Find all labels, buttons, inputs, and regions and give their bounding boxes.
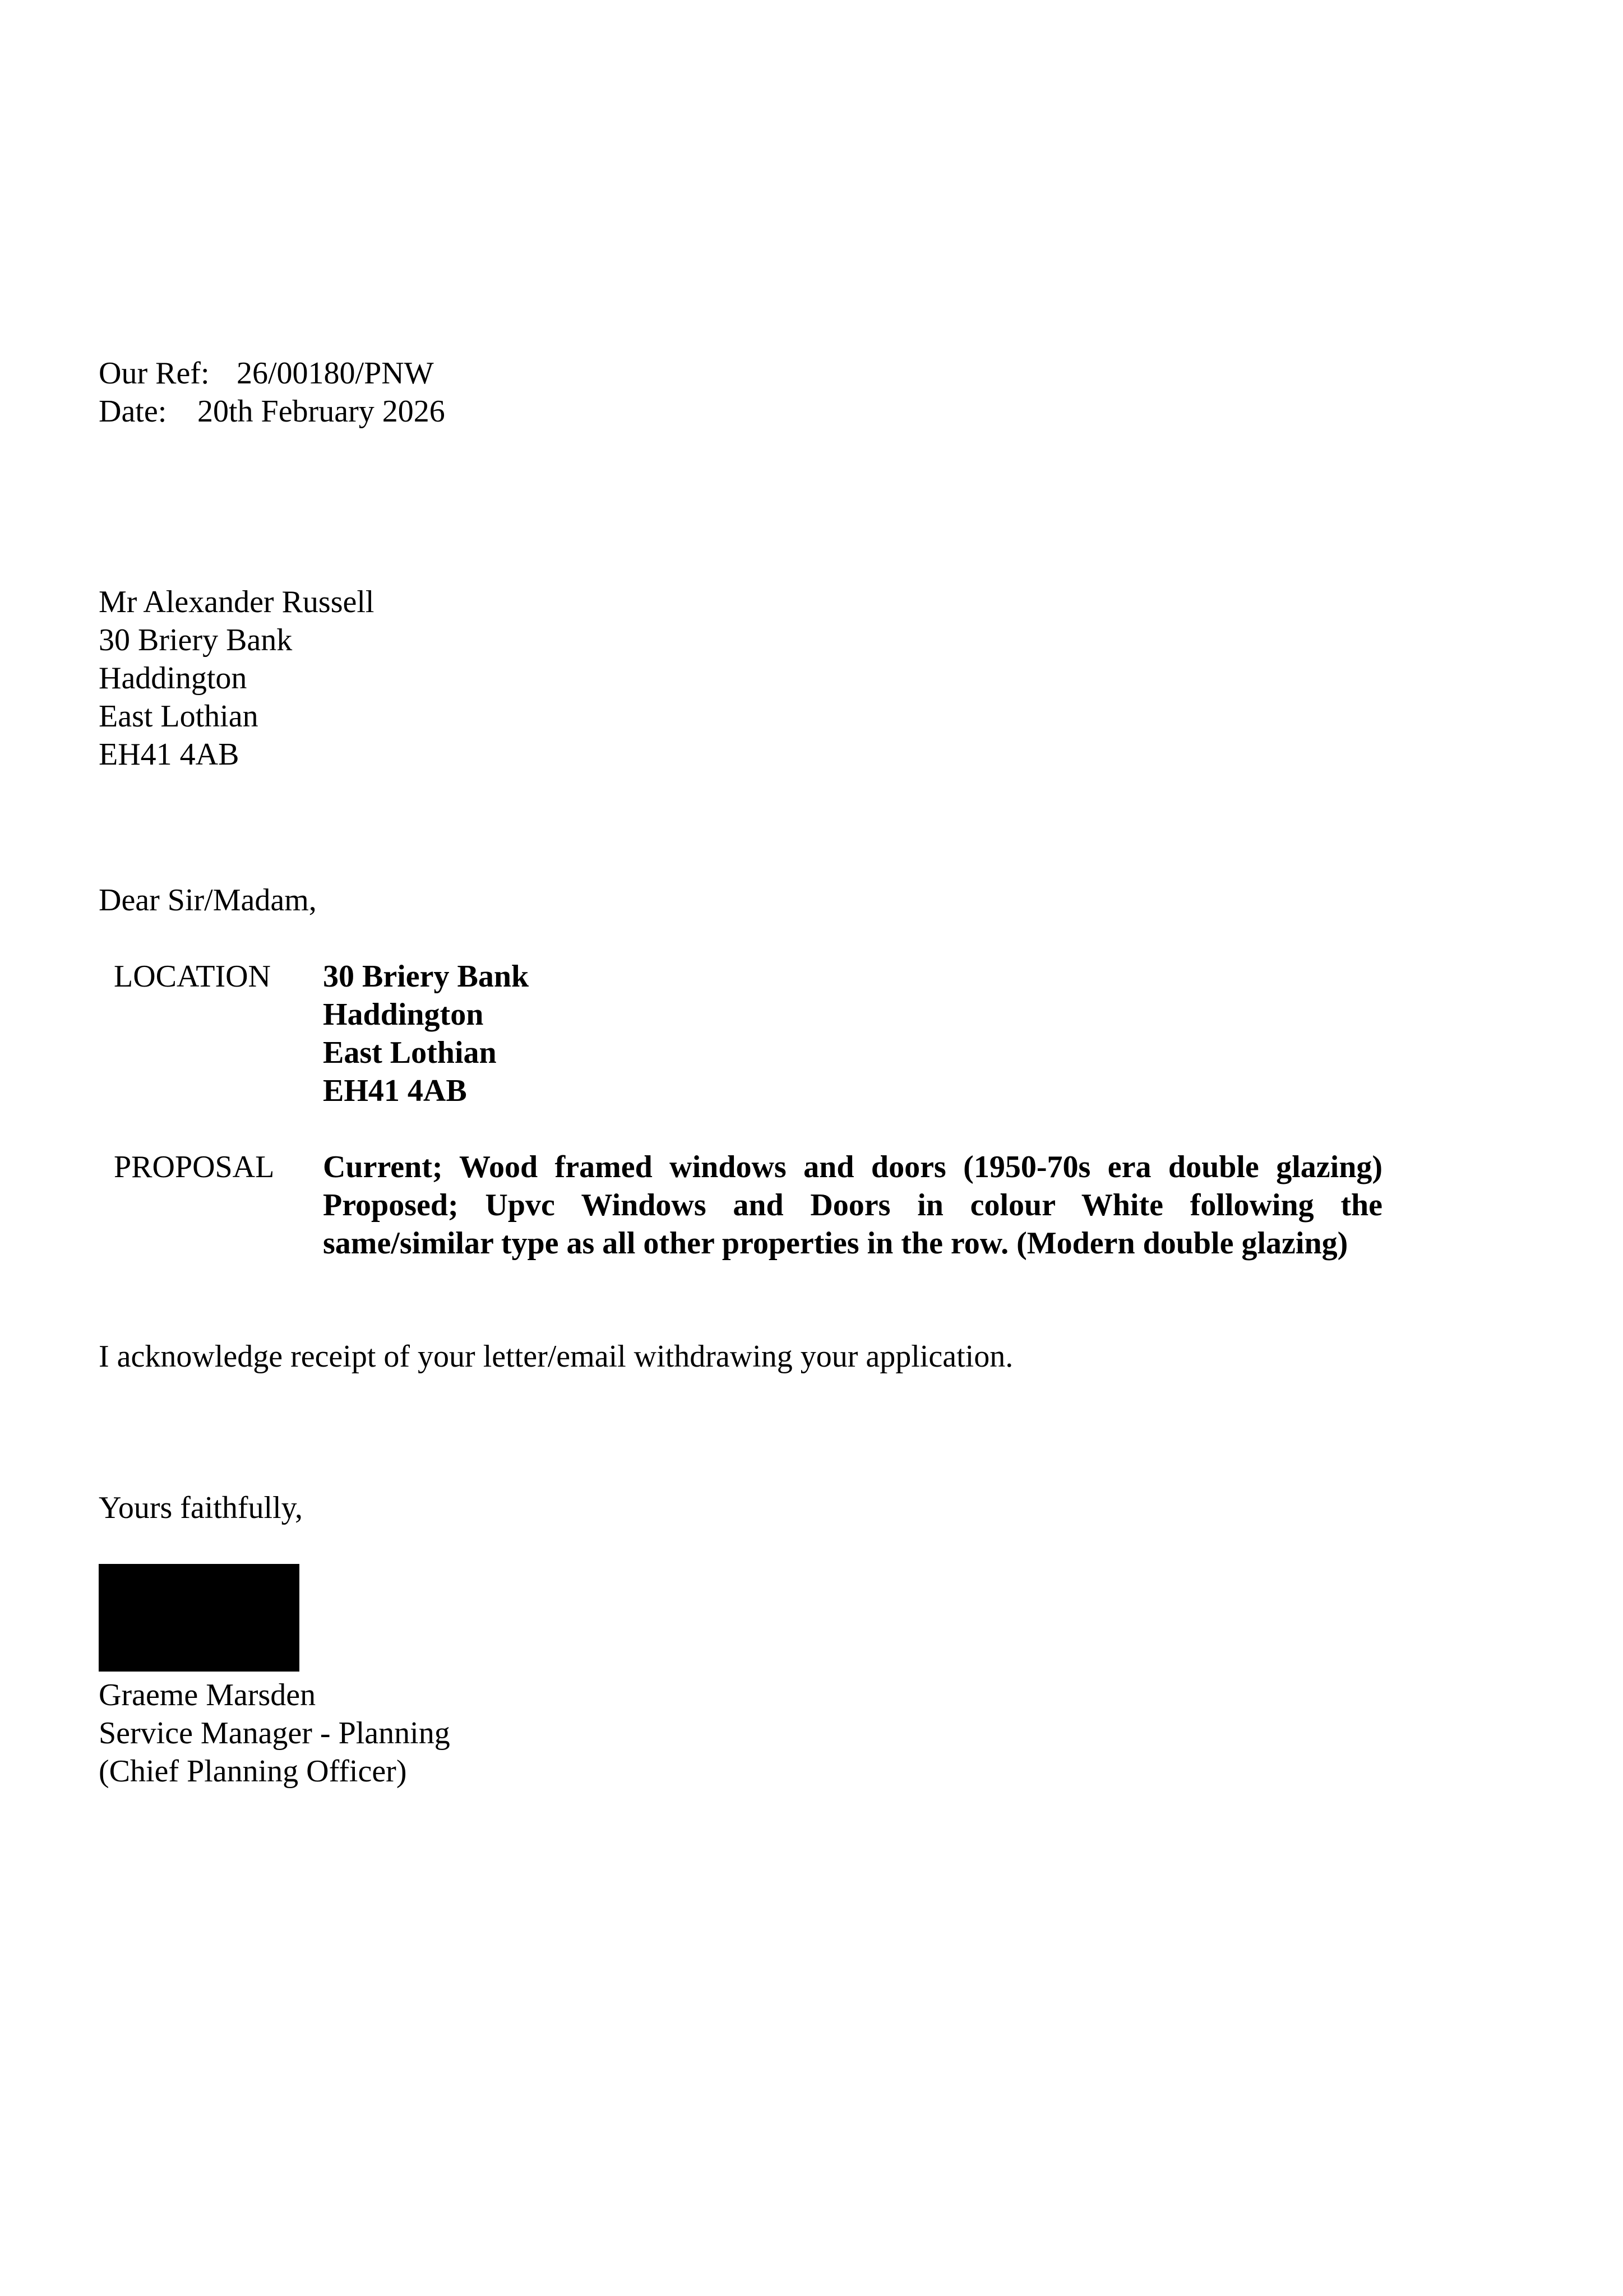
location-line: Haddington [323,997,484,1032]
date-line [99,392,445,430]
location-line: EH41 4AB [323,1073,467,1108]
our-ref-label: Our Ref: [99,356,210,391]
recipient-town: Haddington [99,661,247,696]
proposal-label: PROPOSAL [114,1150,275,1184]
signatory-name: Graeme Marsden [99,1678,316,1712]
location-label: LOCATION [114,959,271,994]
location-row [114,957,529,1110]
our-ref-line [99,354,445,392]
signatory-role: (Chief Planning Officer) [99,1754,407,1789]
recipient-region: East Lothian [99,699,258,734]
our-ref-value: 26/00180/PNW [237,356,434,391]
salutation: Dear Sir/Madam, [99,883,317,918]
recipient-name: Mr Alexander Russell [99,585,374,619]
location-value [323,957,529,1110]
date-value: 20th February 2026 [197,394,445,429]
proposal-row [114,1148,1382,1262]
signatory-block [99,1676,450,1790]
date-label: Date: [99,394,167,429]
reference-block [99,354,445,430]
recipient-address [99,583,374,774]
recipient-street: 30 Briery Bank [99,623,293,658]
acknowledgement-text: I acknowledge receipt of your letter/email withdrawing your application. [99,1339,1014,1374]
recipient-postcode: EH41 4AB [99,737,239,772]
closing-text: Yours faithfully, [99,1490,303,1525]
signatory-title: Service Manager - Planning [99,1716,450,1751]
proposal-text: Current; Wood framed windows and doors (1950-70s era double glazing) Proposed; Upvc Windows and Doors in colour White following the same/similar type as all other properties in the row. (Modern double glazing) [323,1150,1382,1261]
location-line: 30 Briery Bank [323,959,529,994]
location-line: East Lothian [323,1035,497,1070]
redacted-signature [99,1564,299,1672]
